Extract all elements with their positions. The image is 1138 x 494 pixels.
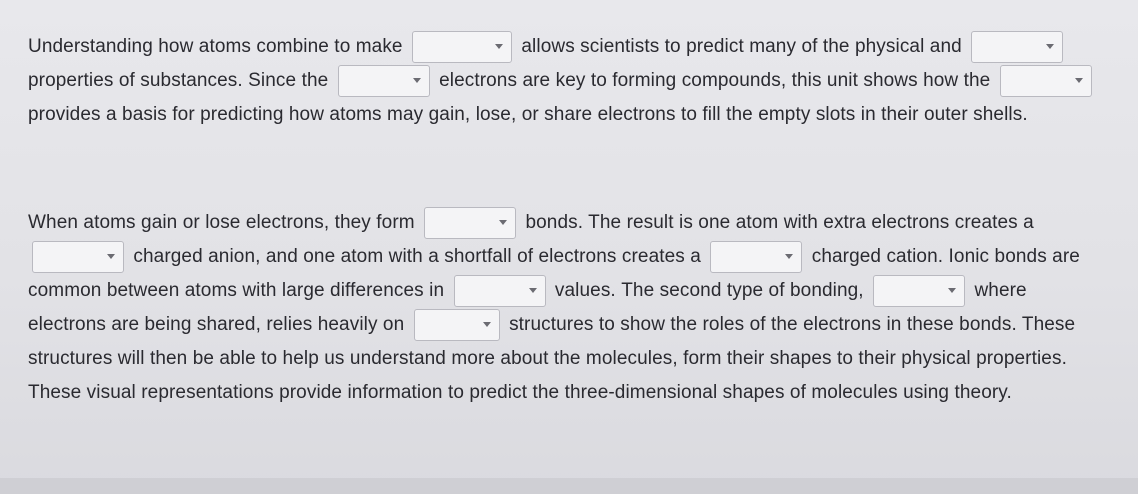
bottom-edge xyxy=(0,478,1138,494)
chevron-down-icon xyxy=(413,78,421,83)
chevron-down-icon xyxy=(1046,44,1054,49)
chevron-down-icon xyxy=(499,220,507,225)
chevron-down-icon xyxy=(785,254,793,259)
chevron-down-icon xyxy=(1075,78,1083,83)
blank-dropdown-7[interactable] xyxy=(710,241,802,273)
text-segment: Understanding how atoms combine to make xyxy=(28,36,403,57)
text-segment: allows scientists to predict many of the physical and xyxy=(521,36,962,57)
chevron-down-icon xyxy=(483,322,491,327)
blank-dropdown-9[interactable] xyxy=(873,275,965,307)
blank-dropdown-2[interactable] xyxy=(971,31,1063,63)
blank-dropdown-10[interactable] xyxy=(414,309,500,341)
text-segment: bonds. The result is one atom with extra electrons creates a xyxy=(525,212,1034,233)
text-segment: structures to show the roles of the electrons in these bonds. These structures will then be able to help us understand more about the molecules, form their shapes to their physical properties. These visual representations provide information to predict the three-dimensional shapes of molecules using xyxy=(28,314,1076,404)
blank-dropdown-6[interactable] xyxy=(32,241,124,273)
text-segment: charged cation. Ionic bonds are common between atoms with large differences in xyxy=(28,246,1080,302)
text-segment: electrons are key to forming compounds, this unit shows how the xyxy=(439,70,991,92)
paragraph-2 xyxy=(28,206,1108,410)
blank-dropdown-3[interactable] xyxy=(338,65,430,97)
text-segment: properties of substances. Since the xyxy=(28,70,329,92)
paragraph-1 xyxy=(28,30,1108,132)
text-segment: charged anion, and one atom with a shortfall of electrons creates a xyxy=(133,246,701,268)
chevron-down-icon xyxy=(107,254,115,259)
text-segment: where electrons are being shared, relies heavily on xyxy=(28,280,1027,336)
blank-dropdown-1[interactable] xyxy=(412,31,512,63)
text-segment: The second type of bonding, xyxy=(621,280,864,302)
chevron-down-icon xyxy=(529,288,537,293)
text-segment: values. xyxy=(554,280,616,302)
text-segment: When atoms gain or lose electrons, they form xyxy=(28,212,415,233)
chevron-down-icon xyxy=(495,44,503,49)
text-segment: provides a basis for predicting how atoms may gain, lose, or share electrons to fill the empty slots in their outer shells. xyxy=(28,104,1028,126)
blank-dropdown-5[interactable] xyxy=(424,207,516,239)
blank-dropdown-8[interactable] xyxy=(454,275,546,307)
blank-dropdown-4[interactable] xyxy=(1000,65,1092,97)
chevron-down-icon xyxy=(948,288,956,293)
text-segment: theory. xyxy=(954,382,1012,404)
